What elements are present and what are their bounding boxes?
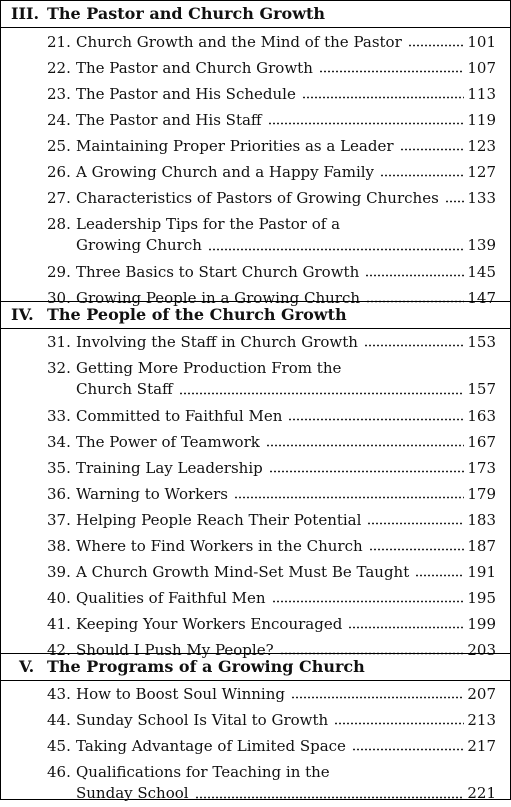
chapter-title: Where to Find Workers in the Church <box>76 537 363 555</box>
toc-entry <box>1 585 510 611</box>
page-number: 163 <box>467 407 496 425</box>
chapter-number: 29. <box>47 263 71 281</box>
chapter-number: 35. <box>47 459 71 477</box>
dot-leader <box>369 548 464 551</box>
chapter-title: A Growing Church and a Happy Family <box>76 163 375 181</box>
chapter-number: 39. <box>47 563 71 581</box>
dot-leader <box>288 418 464 421</box>
page-number: 183 <box>467 511 496 529</box>
toc-entry <box>1 107 510 133</box>
page-number: 157 <box>467 380 496 398</box>
dot-leader <box>367 522 464 525</box>
toc-entry <box>1 429 510 455</box>
dot-leader <box>272 600 464 603</box>
chapter-title-continued: Sunday School <box>76 784 189 802</box>
part-title: The Programs of a Growing Church <box>47 657 365 676</box>
page-number: 195 <box>467 589 496 607</box>
chapter-number: 40. <box>47 589 71 607</box>
toc-entry <box>1 355 510 403</box>
chapter-title: Growing People in a Growing Church <box>76 289 361 307</box>
chapter-number: 42. <box>47 641 71 659</box>
part-numeral: IV. <box>11 305 34 324</box>
chapter-title: Maintaining Proper Priorities as a Leader <box>76 137 394 155</box>
chapter-number: 22. <box>47 59 71 77</box>
page-number: 127 <box>467 163 496 181</box>
dot-leader <box>334 722 464 725</box>
toc-entry <box>1 681 510 707</box>
toc-entry <box>1 55 510 81</box>
chapter-title: Qualities of Faithful Men <box>76 589 266 607</box>
chapter-title: The Power of Teamwork <box>76 433 260 451</box>
chapter-title: Leadership Tips for the Pastor of a <box>76 215 341 233</box>
chapter-number: 37. <box>47 511 71 529</box>
chapter-number: 31. <box>47 333 71 351</box>
chapter-title: The Pastor and Church Growth <box>76 59 313 77</box>
dot-leader <box>445 200 464 203</box>
page-number: 221 <box>467 784 496 802</box>
part-title: The People of the Church Growth <box>47 305 347 324</box>
page-number: 107 <box>467 59 496 77</box>
page-number: 167 <box>467 433 496 451</box>
chapter-number: 30. <box>47 289 71 307</box>
chapter-number: 44. <box>47 711 71 729</box>
dot-leader <box>408 44 464 47</box>
chapter-number: 45. <box>47 737 71 755</box>
dot-leader <box>365 274 464 277</box>
chapter-title-continued: Growing Church <box>76 236 202 254</box>
toc-entry <box>1 259 510 285</box>
chapter-number: 46. <box>47 763 71 781</box>
chapter-number: 25. <box>47 137 71 155</box>
part-heading <box>1 653 510 681</box>
page-number: 199 <box>467 615 496 633</box>
dot-leader <box>302 96 464 99</box>
toc-entry <box>1 185 510 211</box>
dot-leader <box>352 748 464 751</box>
toc-entry <box>1 507 510 533</box>
toc-entry <box>1 611 510 637</box>
chapter-number: 21. <box>47 33 71 51</box>
dot-leader <box>319 70 464 73</box>
page-number: 113 <box>467 85 496 103</box>
chapter-number: 33. <box>47 407 71 425</box>
chapter-title: The Pastor and His Schedule <box>76 85 296 103</box>
chapter-title: Taking Advantage of Limited Space <box>76 737 346 755</box>
chapter-title-continued: Church Staff <box>76 380 173 398</box>
chapter-title: Should I Push My People? <box>76 641 274 659</box>
dot-leader <box>266 444 464 447</box>
chapter-title: Getting More Production From the <box>76 359 342 377</box>
toc-entry <box>1 159 510 185</box>
dot-leader <box>234 496 464 499</box>
part-heading <box>1 1 510 28</box>
part-title: The Pastor and Church Growth <box>47 4 326 23</box>
chapter-number: 38. <box>47 537 71 555</box>
dot-leader <box>380 174 464 177</box>
chapter-title: The Pastor and His Staff <box>76 111 262 129</box>
page-number: 101 <box>467 33 496 51</box>
chapter-number: 23. <box>47 85 71 103</box>
chapter-number: 32. <box>47 359 71 377</box>
page-number: 213 <box>467 711 496 729</box>
chapter-number: 26. <box>47 163 71 181</box>
part-heading <box>1 301 510 329</box>
chapter-title: Training Lay Leadership <box>76 459 263 477</box>
dot-leader <box>268 122 464 125</box>
dot-leader <box>400 148 464 151</box>
chapter-title: How to Boost Soul Winning <box>76 685 285 703</box>
toc-entry <box>1 733 510 759</box>
toc-entry <box>1 533 510 559</box>
dot-leader <box>269 470 464 473</box>
page-number: 145 <box>467 263 496 281</box>
chapter-number: 28. <box>47 215 71 233</box>
chapter-title: A Church Growth Mind-Set Must Be Taught <box>76 563 410 581</box>
toc-entry <box>1 133 510 159</box>
page-number: 173 <box>467 459 496 477</box>
dot-leader <box>291 696 464 699</box>
toc-entry <box>1 29 510 55</box>
dot-leader <box>348 626 464 629</box>
toc-entry <box>1 403 510 429</box>
toc-entry <box>1 707 510 733</box>
page-number: 123 <box>467 137 496 155</box>
chapter-title: Characteristics of Pastors of Growing Churches <box>76 189 439 207</box>
chapter-title: Sunday School Is Vital to Growth <box>76 711 329 729</box>
chapter-number: 24. <box>47 111 71 129</box>
chapter-title: Committed to Faithful Men <box>76 407 283 425</box>
dot-leader <box>364 344 464 347</box>
chapter-title: Qualifications for Teaching in the <box>76 763 330 781</box>
page-number: 153 <box>467 333 496 351</box>
chapter-number: 27. <box>47 189 71 207</box>
chapter-title: Church Growth and the Mind of the Pastor <box>76 33 402 51</box>
toc-entry <box>1 481 510 507</box>
page-number: 147 <box>467 289 496 307</box>
dot-leader <box>179 392 464 395</box>
page-number: 203 <box>467 641 496 659</box>
chapter-number: 43. <box>47 685 71 703</box>
chapter-title: Involving the Staff in Church Growth <box>76 333 358 351</box>
chapter-title: Three Basics to Start Church Growth <box>76 263 360 281</box>
chapter-number: 36. <box>47 485 71 503</box>
part-numeral: V. <box>19 657 35 676</box>
toc-entry <box>1 211 510 259</box>
page-number: 217 <box>467 737 496 755</box>
dot-leader <box>208 248 464 251</box>
toc-entry <box>1 455 510 481</box>
toc-entry <box>1 559 510 585</box>
page-number: 133 <box>467 189 496 207</box>
page-number: 191 <box>467 563 496 581</box>
page-number: 179 <box>467 485 496 503</box>
page-number: 187 <box>467 537 496 555</box>
chapter-title: Warning to Workers <box>76 485 228 503</box>
chapter-number: 34. <box>47 433 71 451</box>
chapter-title: Helping People Reach Their Potential <box>76 511 362 529</box>
toc-entry <box>1 81 510 107</box>
page-number: 207 <box>467 685 496 703</box>
page-number: 119 <box>467 111 496 129</box>
dot-leader <box>415 574 464 577</box>
chapter-number: 41. <box>47 615 71 633</box>
chapter-title: Keeping Your Workers Encouraged <box>76 615 343 633</box>
toc-entry <box>1 329 510 355</box>
part-numeral: III. <box>11 4 40 23</box>
page-number: 139 <box>467 236 496 254</box>
dot-leader <box>195 796 464 799</box>
